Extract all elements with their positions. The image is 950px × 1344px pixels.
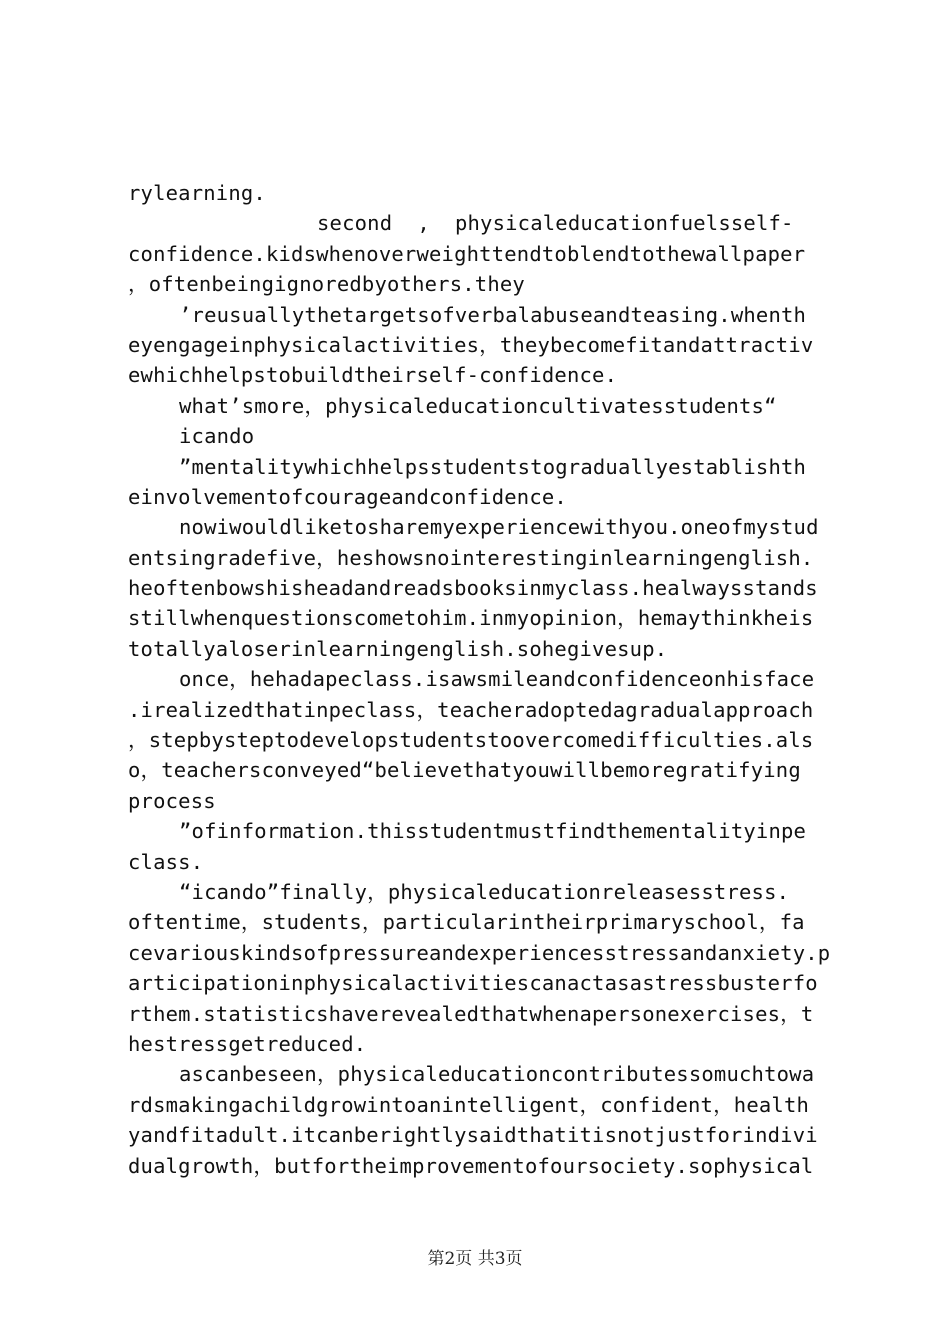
text-line: ，stepbysteptodevelopstudentstoovercomedifficulties.als [128,728,814,753]
text-line: stillwhenquestionscometohim.inmyopinion，hemaythinkheis [128,606,814,631]
text-line: ”ofinformation.thisstudentmustfindthementalityinpe [179,819,807,844]
text-line: rthem.statisticshaverevealedthatwhenapersonexercises，t [128,1001,814,1026]
text-line: process [128,788,216,813]
text-line: class. [128,849,204,874]
text-line: entsingradefive，heshowsnointerestinginlearningenglish. [128,545,814,570]
text-line: einvolvementofcourageandconfidence. [128,484,567,509]
text-line: o，teachersconveyed“believethatyouwillbemoregratifying [128,758,801,783]
text-line: once，hehadapeclass.isawsmileandconfidenceonhisface [179,667,815,692]
text-line: “icando”finally，physicaleducationreleasesstress. [179,879,790,904]
text-line: .irealizedthatinpeclass，teacheradoptedagradualapproach [128,697,814,722]
text-line: nowiwouldliketosharemyexperiencewithyou.oneofmystud [179,515,819,540]
text-line: cevariouskindsofpressureandexperiencesstressandanxiety.p [128,940,831,965]
text-line: confidence.kidswhenoverweighttendtoblendtothewallpaper [128,241,806,266]
text-line: rdsmakingachildgrowintoanintelligent，confident，health [128,1092,810,1117]
text-line: second , physicaleducationfuelsself- [317,211,794,236]
text-line: articipationinphysicalactivitiescanactasastressbusterfo [128,971,818,996]
page-number-footer: 第2页 共3页 [427,1249,523,1269]
text-line: rylearning. [128,181,266,205]
text-line: ，oftenbeingignoredbyothers.they [128,272,525,297]
text-line: oftentime，students，particularintheirprimaryschool，fa [128,910,805,935]
text-line: totallyaloserinlearningenglish.sohegivesup. [128,636,668,661]
text-line: ascanbeseen，physicaleducationcontributessomuchtowa [179,1062,815,1087]
text-line: heoftenbowshisheadandreadsbooksinmyclass.healwaysstands [128,576,818,601]
text-line: dualgrowth，butfortheimprovementofoursociety.sophysical [128,1153,814,1178]
text-line: icando [179,424,255,449]
text-line: eyengageinphysicalactivities，theybecomefitandattractiv [128,332,814,357]
text-line: what’smore，physicaleducationcultivatesstudents“ [179,393,777,418]
text-line: hestressgetreduced. [128,1031,367,1056]
body-text [128,178,834,1181]
text-line: ”mentalitywhichhelpsstudentstograduallyestablishth [179,454,807,479]
text-line: ’reusuallythetargetsofverbalabuseandteasing.whenth [179,302,807,327]
text-line: yandfitadult.itcanberightlysaidthatitisnotjustforindivi [128,1123,818,1148]
text-line: ewhichhelpstobuildtheirself-confidence. [128,363,618,388]
